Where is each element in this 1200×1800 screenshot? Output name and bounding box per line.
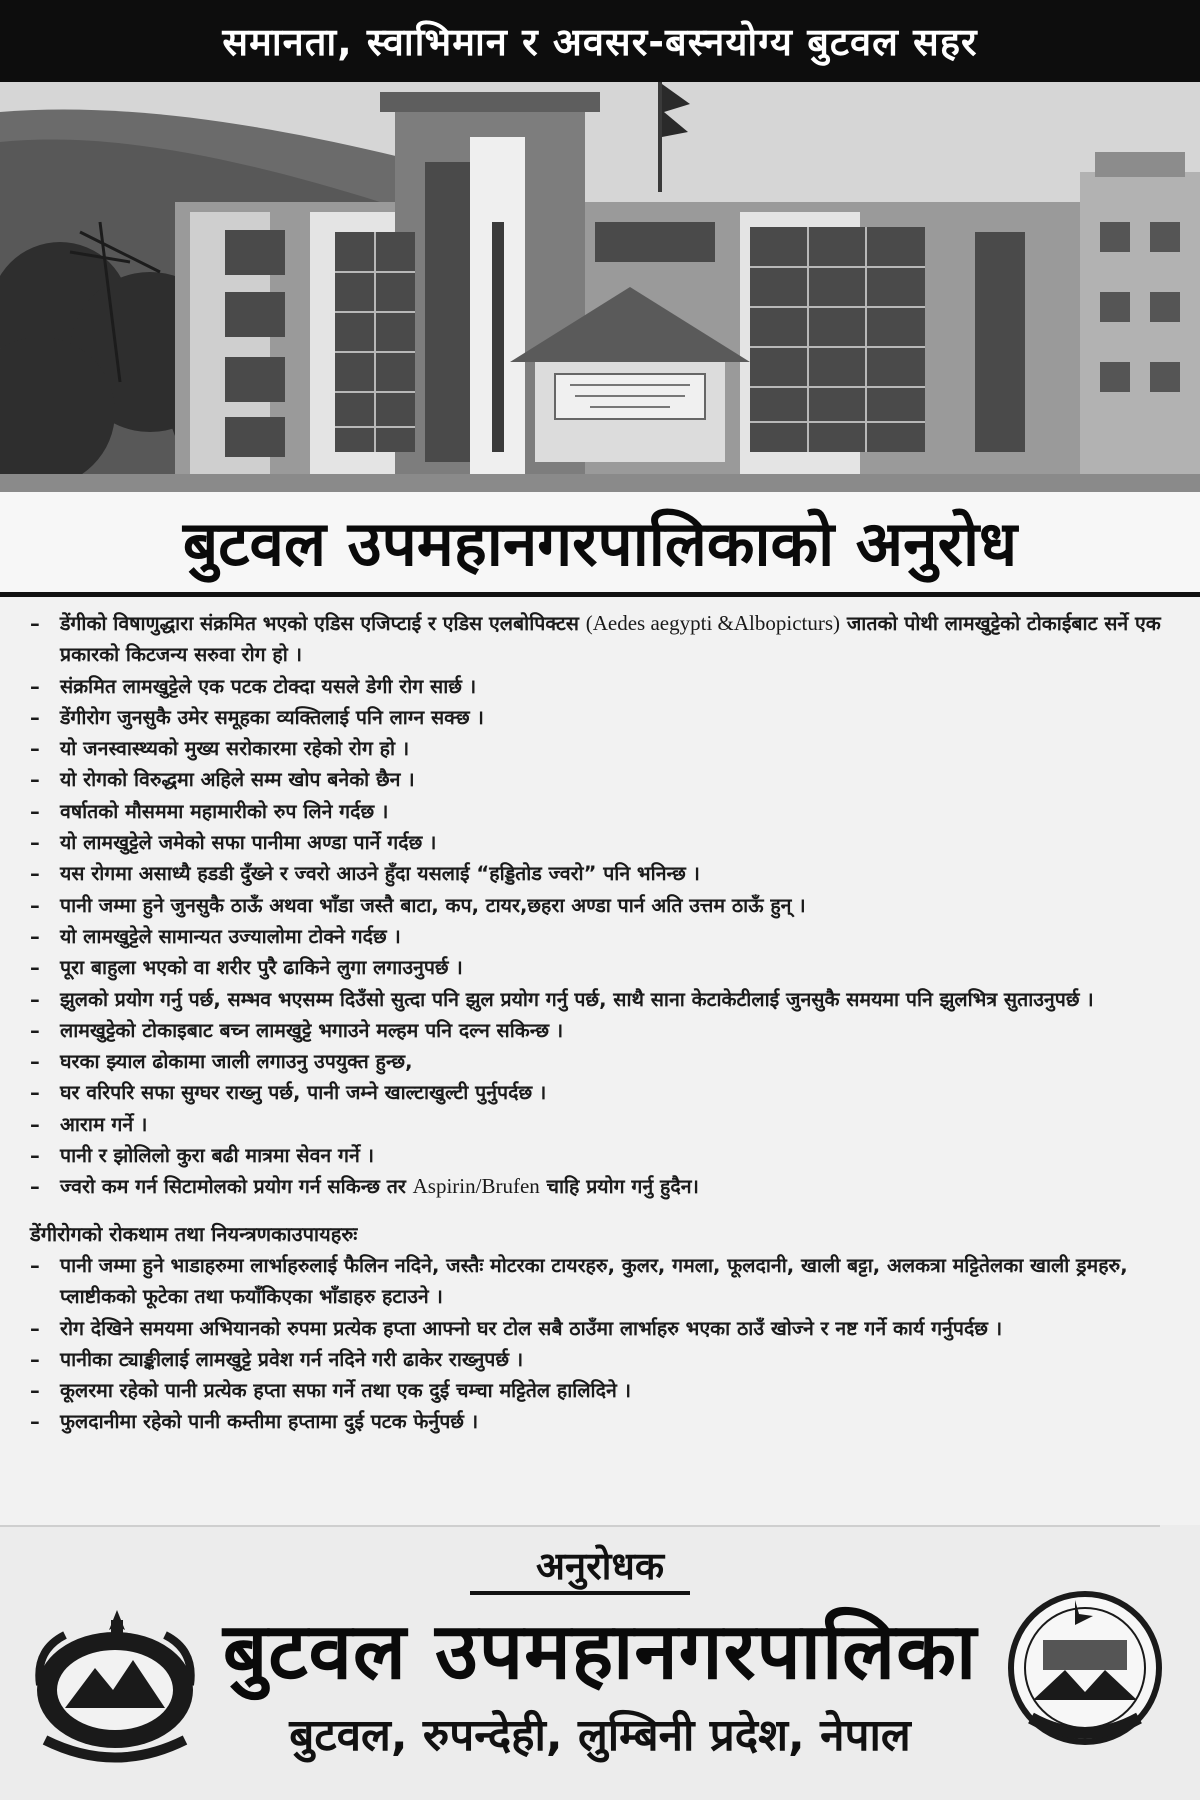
municipality-building-photo xyxy=(0,82,1200,492)
list-item: – आराम गर्ने । xyxy=(30,1109,1180,1140)
list-item: – यस रोगमा असाध्यै हडडी दुँख्ने र ज्वरो आउने हुँदा यसलाई “हड्डितोड ज्वरो” पनि भनिन्छ । xyxy=(30,858,1180,889)
list-item: – वर्षातको मौसममा महामारीको रुप लिने गर्दछ । xyxy=(30,796,1180,827)
list-item: – रोग देखिने समयमा अभियानको रुपमा प्रत्येक हप्ता आफ्नो घर टोल सबै ठाउँमा लार्भाहरु भएका ठाउँ खोज्ने र नष्ट गर्ने कार्य गर्नुपर्दछ । xyxy=(30,1313,1180,1344)
list-item: – पानी जम्मा हुने भाडाहरुमा लार्भाहरुलाई फैलिन नदिने, जस्तैः मोटरका टायरहरु, कुलर, गमला, फूलदानी, खाली बट्टा, अलकत्रा मट्टितेलका खाली ड्रमहरु, प्लाष्टीकको फूटेका तथा फयाँकिएका भाँडाहरु हटाउने । xyxy=(30,1250,1180,1313)
list-item: – यो जनस्वास्थ्यको मुख्य सरोकारमा रहेको रोग हो । xyxy=(30,733,1180,764)
list-item: – फुलदानीमा रहेको पानी कम्तीमा हप्तामा दुई पटक फेर्नुपर्छ । xyxy=(30,1406,1180,1437)
building-photo-drawing xyxy=(0,82,1200,492)
municipality-name: बुटवल उपमहानगरपालिका xyxy=(222,1607,978,1697)
list-item: – पूरा बाहुला भएको वा शरीर पुरै ढाकिने लुगा लगाउनुपर्छ । xyxy=(30,952,1180,983)
list-item: – पानी र झोलिलो कुरा बढी मात्रमा सेवन गर्ने । xyxy=(30,1140,1180,1171)
nepal-government-emblem-icon xyxy=(25,1590,205,1770)
list-item: – डेंगीको विषाणुद्धारा संक्रमित भएको एडिस एजिप्टाई र एडिस एलबोपिक्टस (Aedes aegypti &Albopicturs) जातको पोथी लामखुट्टेको टोकाईबाट सर्ने एक प्रकारको किटजन्य सरुवा रोग हो । xyxy=(30,608,1180,671)
prevention-list xyxy=(30,1250,1180,1438)
list-item: – पानीका ट्याङ्कीलाई लामखुट्टे प्रवेश गर्न नदिने गरी ढाकेर राख्नुपर्छ । xyxy=(30,1344,1180,1375)
requester-label: अनुरोधक xyxy=(535,1544,665,1588)
list-item: – यो लामखुट्टेले सामान्यत उज्यालोमा टोक्ने गर्दछ । xyxy=(30,921,1180,952)
footer xyxy=(0,1525,1200,1800)
slogan-banner xyxy=(0,0,1200,82)
prevention-heading: डेंगीरोगको रोकथाम तथा नियन्त्रणकाउपायहरुः xyxy=(30,1221,358,1246)
page-title xyxy=(0,492,1200,592)
municipality-address: बुटवल, रुपन्देही, लुम्बिनी प्रदेश, नेपाल xyxy=(289,1710,911,1761)
heading-divider xyxy=(0,592,1200,597)
list-item: – घरका झ्याल ढोकामा जाली लगाउनु उपयुक्त हुन्छ, xyxy=(30,1046,1180,1077)
list-item: – यो रोगको विरुद्धमा अहिले सम्म खोप बनेको छैन । xyxy=(30,764,1180,795)
notice-content xyxy=(30,608,1180,1438)
slogan-text: समानता, स्वाभिमान र अवसर-बस्नयोग्य बुटवल सहर xyxy=(222,20,978,64)
list-item: – डेंगीरोग जुनसुकै उमेर समूहका व्यक्तिलाई पनि लाग्न सक्छ । xyxy=(30,702,1180,733)
footer-divider xyxy=(0,1525,1160,1527)
list-item: – लामखुट्टेको टोकाइबाट बच्न लामखुट्टे भगाउने मल्हम पनि दल्न सकिन्छ । xyxy=(30,1015,1180,1046)
butwal-municipality-logo-icon xyxy=(1005,1580,1165,1755)
list-item: – ज्वरो कम गर्न सिटामोलको प्रयोग गर्न सकिन्छ तर Aspirin/Brufen चाहि प्रयोग गर्नु हुदैन। xyxy=(30,1171,1180,1202)
list-item: – झुलको प्रयोग गर्नु पर्छ, सम्भव भएसम्म दिउँसो सुत्दा पनि झुल प्रयोग गर्नु पर्छ, साथै साना केटाकेटीलाई जुनसुकै समयमा पनि झुलभित्र सुताउनुपर्छ । xyxy=(30,984,1180,1015)
list-item: – कूलरमा रहेको पानी प्रत्येक हप्ता सफा गर्ने तथा एक दुई चम्चा मट्टितेल हालिदिने । xyxy=(30,1375,1180,1406)
list-item: – संक्रमित लामखुट्टेले एक पटक टोक्दा यसले डेगी रोग सार्छ । xyxy=(30,671,1180,702)
dengue-facts-list xyxy=(30,608,1180,1203)
list-item: – यो लामखुट्टेले जमेको सफा पानीमा अण्डा पार्ने गर्दछ । xyxy=(30,827,1180,858)
list-item: – पानी जम्मा हुने जुनसुकै ठाऊँ अथवा भाँडा जस्तै बाटा, कप, टायर,छहरा अण्डा पार्न अति उत्तम ठाऊँ हुन् । xyxy=(30,890,1180,921)
page-title-text: बुटवल उपमहानगरपालिकाको अनुरोध xyxy=(182,507,1018,580)
list-item: – घर वरिपरि सफा सुग्घर राख्नु पर्छ, पानी जम्ने खाल्टाखुल्टी पुर्नुपर्दछ । xyxy=(30,1077,1180,1108)
